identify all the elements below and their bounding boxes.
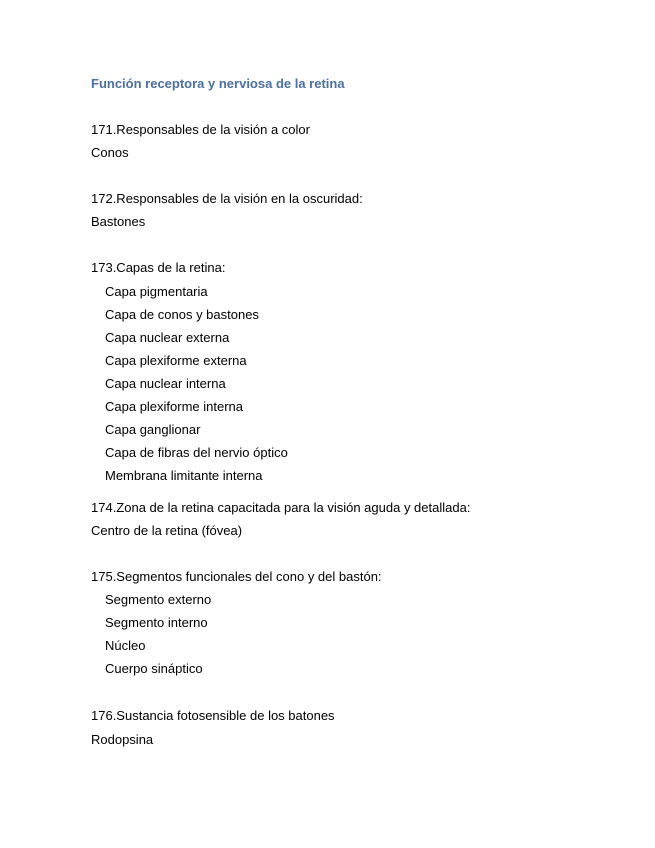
list-item: Capa plexiforme interna	[105, 399, 244, 414]
list-item: Membrana limitante interna	[105, 468, 263, 483]
list-item: Capa nuclear interna	[105, 376, 226, 391]
section-title: Función receptora y nerviosa de la retina	[91, 76, 345, 91]
list-item: Segmento externo	[105, 592, 212, 607]
question-171: 171.Responsables de la visión a color	[91, 122, 310, 137]
answer-176: Rodopsina	[91, 732, 154, 747]
question-176: 176.Sustancia fotosensible de los batones	[91, 708, 335, 723]
question-173: 173.Capas de la retina:	[91, 260, 226, 275]
list-item: Capa de conos y bastones	[105, 307, 259, 322]
answer-172: Bastones	[91, 214, 146, 229]
list-item: Capa de fibras del nervio óptico	[105, 445, 288, 460]
answer-174: Centro de la retina (fóvea)	[91, 523, 243, 538]
list-item: Cuerpo sináptico	[105, 661, 203, 676]
question-172: 172.Responsables de la visión en la oscuridad:	[91, 191, 363, 206]
list-item: Núcleo	[105, 638, 146, 653]
list-item: Capa nuclear externa	[105, 330, 230, 345]
list-item: Capa plexiforme externa	[105, 353, 247, 368]
question-174: 174.Zona de la retina capacitada para la visión aguda y detallada:	[91, 500, 471, 515]
answer-171: Conos	[91, 145, 129, 160]
question-175: 175.Segmentos funcionales del cono y del bastón:	[91, 569, 382, 584]
list-item: Segmento interno	[105, 615, 208, 630]
list-item: Capa ganglionar	[105, 422, 201, 437]
list-item: Capa pigmentaria	[105, 284, 208, 299]
